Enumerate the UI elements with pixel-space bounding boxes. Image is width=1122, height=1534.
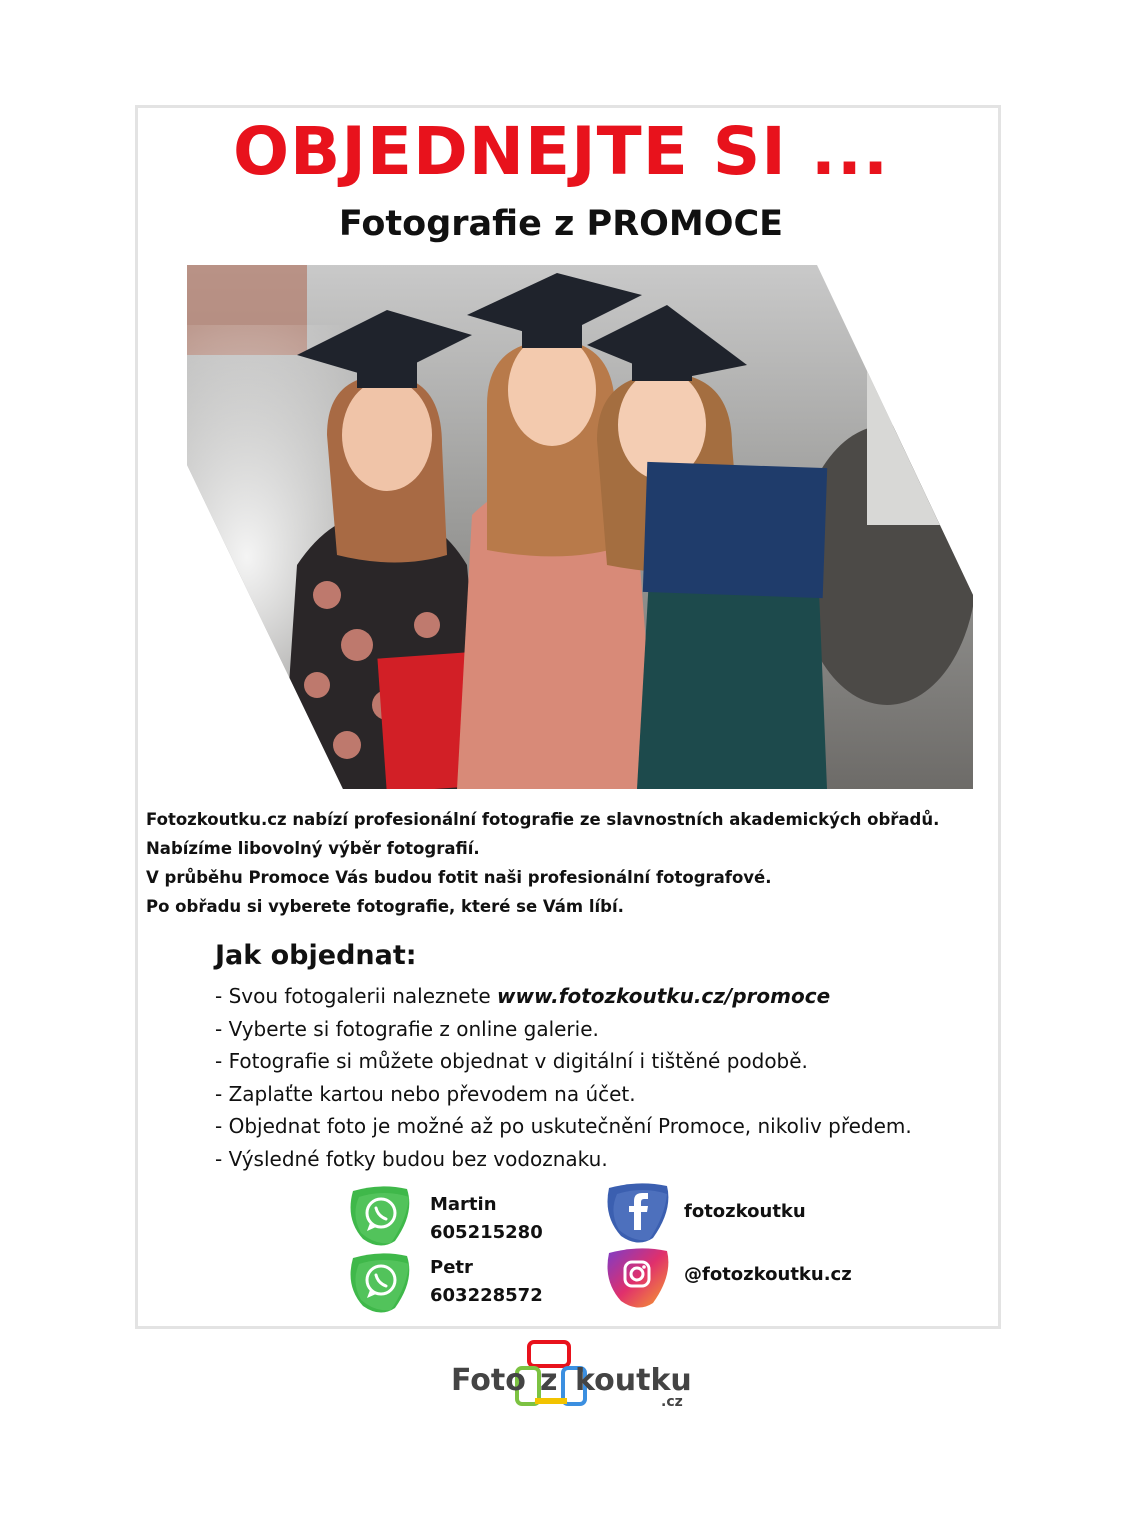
- logo-text-cz: .cz: [661, 1394, 683, 1410]
- whatsapp-icon[interactable]: [345, 1250, 415, 1316]
- contact-martin: [430, 1191, 543, 1247]
- order-step: - Zaplaťte kartou nebo převodem na účet.: [215, 1081, 636, 1106]
- page-subtitle: Fotografie z PROMOCE: [338, 204, 784, 244]
- whatsapp-icon[interactable]: [345, 1183, 415, 1249]
- contact-phone[interactable]: 603228572: [430, 1285, 543, 1306]
- fotozkoutku-logo: [445, 1338, 695, 1410]
- logo-text-z: z: [540, 1363, 558, 1398]
- contact-phone[interactable]: 605215280: [430, 1222, 543, 1243]
- contact-name: Martin: [430, 1194, 497, 1215]
- gallery-link[interactable]: www.fotozkoutku.cz/promoce: [497, 984, 831, 1008]
- order-step: - Výsledné fotky budou bez vodoznaku.: [215, 1146, 608, 1171]
- how-to-order-heading: Jak objednat:: [215, 940, 417, 971]
- contact-petr: [430, 1254, 543, 1310]
- graduates-photo: [187, 265, 973, 789]
- logo-text-koutku: koutku: [575, 1363, 692, 1398]
- intro-line: Nabízíme libovolný výběr fotografií.: [146, 839, 480, 858]
- order-step: - Fotografie si můžete objednat v digitální i tištěné podobě.: [215, 1049, 808, 1073]
- intro-line: V průběhu Promoce Vás budou fotit naši profesionální fotografové.: [146, 868, 772, 887]
- intro-line: Fotozkoutku.cz nabízí profesionální fotografie ze slavnostních akademických obřadů.: [146, 810, 940, 829]
- contact-name: Petr: [430, 1257, 473, 1278]
- facebook-icon[interactable]: [603, 1180, 673, 1246]
- order-step: - Vyberte si fotografie z online galerie.: [215, 1016, 599, 1041]
- intro-text: [146, 805, 1006, 921]
- instagram-icon[interactable]: [603, 1245, 673, 1311]
- instagram-handle[interactable]: @fotozkoutku.cz: [684, 1264, 852, 1285]
- order-step-text: - Svou fotogalerii naleznete: [215, 984, 498, 1008]
- facebook-handle[interactable]: fotozkoutku: [684, 1201, 806, 1222]
- order-step: - Objednat foto je možné až po uskutečnění Promoce, nikoliv předem.: [215, 1114, 912, 1138]
- logo-text-foto: Foto: [451, 1363, 526, 1398]
- page-title: OBJEDNEJTE SI ...: [232, 113, 890, 190]
- order-step: [215, 980, 995, 1013]
- how-to-order-section: [215, 936, 995, 1175]
- intro-line: Po obřadu si vyberete fotografie, které se Vám líbí.: [146, 897, 624, 916]
